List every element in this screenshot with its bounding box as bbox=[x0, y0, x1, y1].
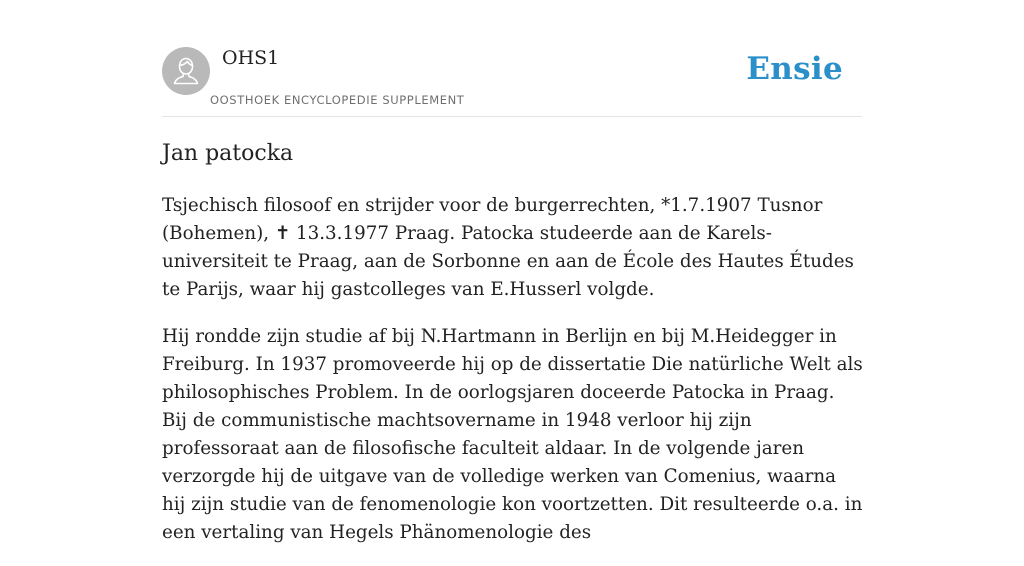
brand-logo[interactable]: Ensie bbox=[746, 51, 843, 87]
author-avatar[interactable] bbox=[162, 47, 210, 95]
user-silhouette-icon bbox=[162, 47, 210, 95]
source-label[interactable]: OOSTHOEK ENCYCLOPEDIE SUPPLEMENT bbox=[210, 93, 465, 107]
article-header bbox=[162, 46, 862, 117]
article-title: Jan patocka bbox=[162, 141, 294, 166]
author-name[interactable]: OHS1 bbox=[222, 47, 280, 69]
article-body bbox=[162, 192, 864, 566]
article-paragraph: Hij rondde zijn studie af bij N.Hartmann in Berlijn en bij M.Heidegger in Freiburg. In 1937 promoveerde hij op de dissertatie Die natürliche Welt als philosophisches Problem. In de oorlogsjaren doceerde Patocka in Praag. Bij de communistische machtsovername in 1948 verloor hij zijn professoraat aan de filosofische faculteit aldaar. In de volgende jaren verzorgde hij de uitgave van de volledige werken van Comenius, waarna hij zijn studie van de fenomenologie kon voortzetten. Dit resulteerde o.a. in een vertaling van Hegels Phänomenologie des bbox=[162, 326, 863, 543]
article-paragraph: Tsjechisch filosoof en strijder voor de burgerrechten, *1.7.1907 Tusnor (Bohemen), ✝ 13.3.1977 Praag. Patocka studeerde aan de Karels-universiteit te Praag, aan de Sorbonne en aan de École des Hautes Études te Parijs, waar hij gastcolleges van E.Husserl volgde. bbox=[162, 195, 854, 300]
